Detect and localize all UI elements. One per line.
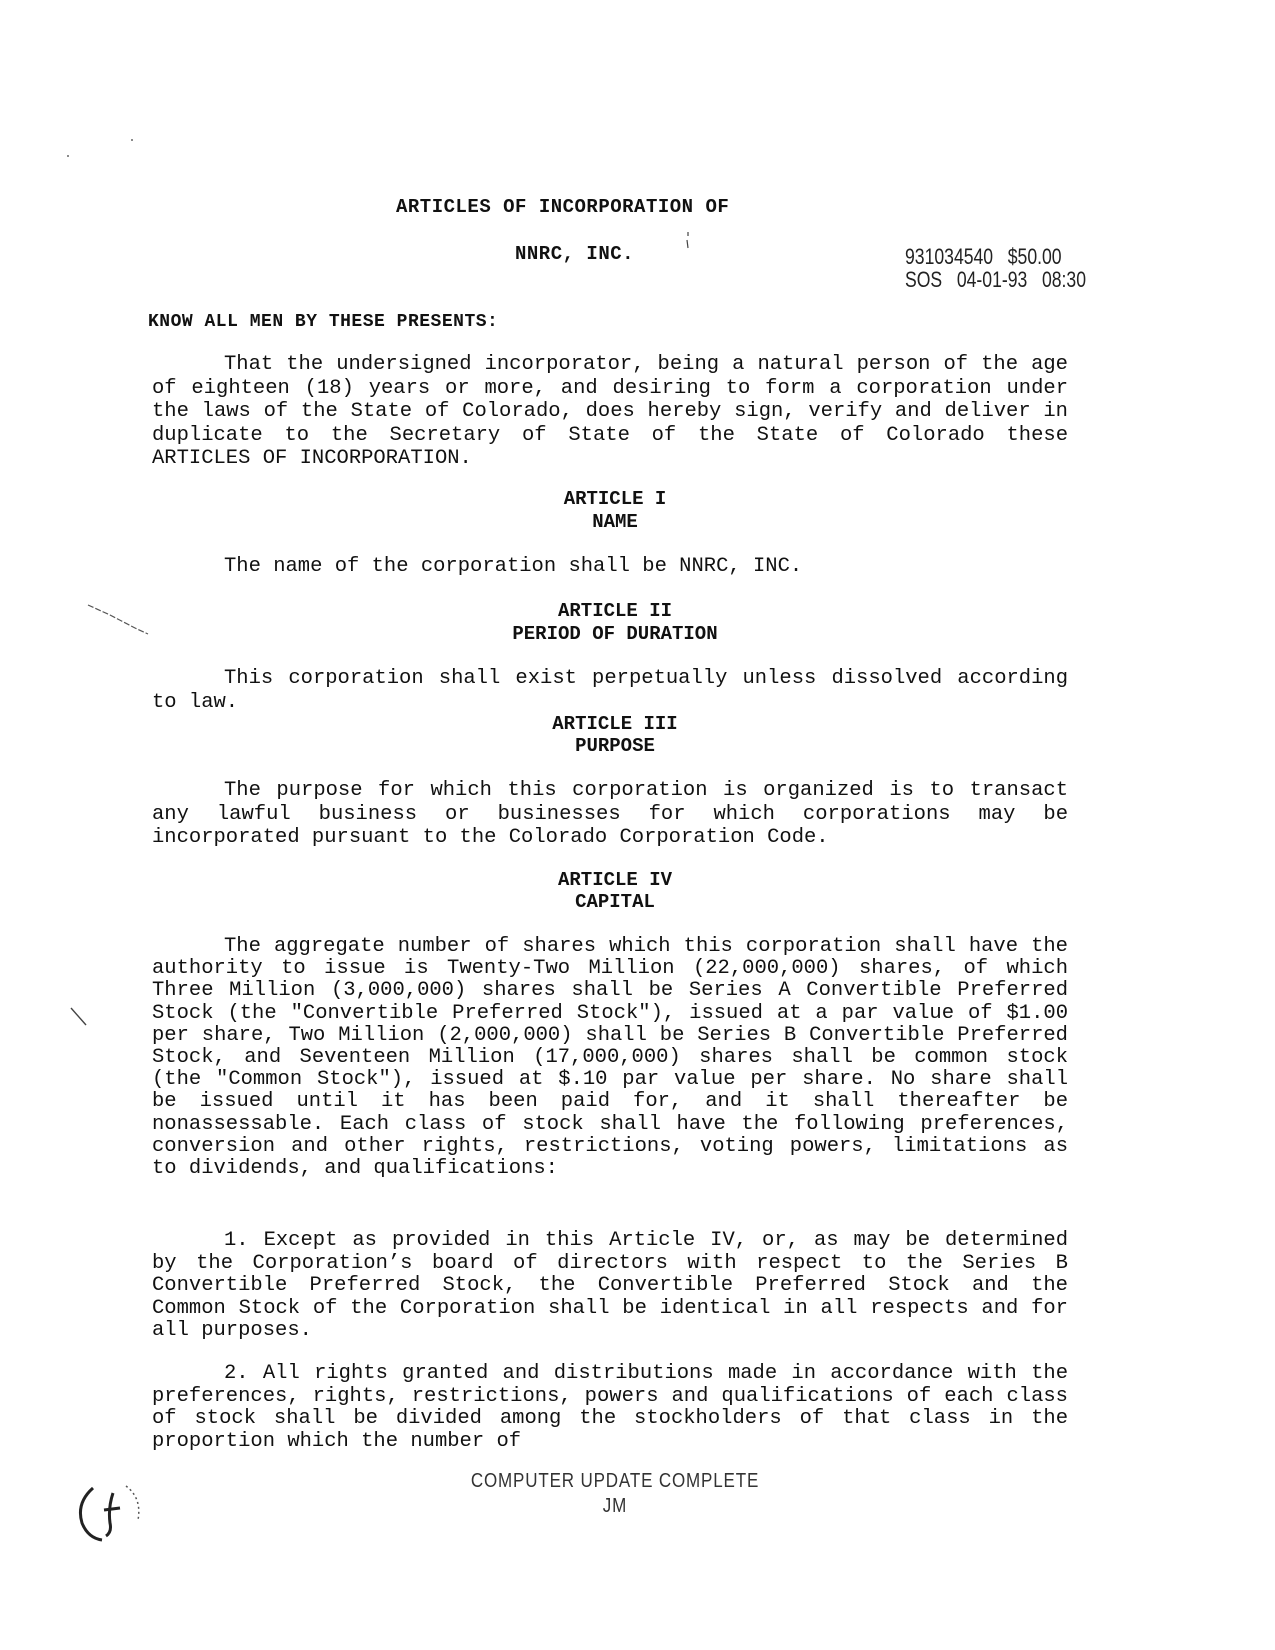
scan-artifact-line (85, 600, 155, 640)
article-3-text: The purpose for which this corporation is organized is to transact any lawful business or businesses for which corporations may be incorporated pursuant to the Colorado Corporation Code. (152, 779, 1068, 849)
document-title: ARTICLES OF INCORPORATION OF (396, 196, 730, 218)
seal-stamp-icon (68, 1468, 158, 1548)
article-1-text: The name of the corporation shall be NNRC, INC. (224, 555, 803, 578)
article-4-clause-1: 1. Except as provided in this Article IV, or, as may be determined by the Corporation’s board of directors with respect to the Series B Convertible Preferred Stock, the Convertible Preferred Stock and the Common Stock of the Corporation shall be identical in all respects and for all purposes. (152, 1229, 1068, 1342)
scan-artifact-tick (68, 1005, 93, 1030)
article-4-heading: CAPITAL (575, 891, 655, 913)
intro-paragraph: That the undersigned incorporator, being a natural person of the age of eighteen (18) years or more, and desiring to form a corporation under the laws of the State of Colorado, does hereby sign, verify and deliver in duplicate to the Secretary of State of the State of Colorado these ARTICLES OF INCORPORATION. (152, 353, 1068, 470)
article-4-clause-2: 2. All rights granted and distributions made in accordance with the preferences, rights, restrictions, powers and qualifications of each class of stock shall be divided among the stockholders of that class in the proportion which the number of (152, 1362, 1068, 1453)
filing-stamp-line1: 931034540 $50.00 (905, 244, 1062, 269)
article-3-number: ARTICLE III (552, 713, 678, 735)
article-2-number: ARTICLE II (557, 600, 673, 622)
article-1-number: ARTICLE I (563, 488, 667, 510)
filing-stamp (905, 245, 1086, 291)
article-4-text: The aggregate number of shares which this corporation shall have the authority to issue is Twenty-Two Million (22,000,000) shares, of which Three Million (3,000,000) shares shall be Series A Convertible Preferred Stock (the "Convertible Preferred Stock"), issued at a par value of $1.00 per share, Two Million (2,000,000) shall be Series B Convertible Preferred Stock, and Seventeen Million (17,000,000) shares shall be common stock (the "Common Stock"), issued at $.10 par value per share. No share shall be issued until it has been paid for, and it shall thereafter be nonassessable. Each class of stock shall have the following preferences, conversion and other rights, restrictions, voting powers, limitations as to dividends, and qualifications: (152, 935, 1068, 1181)
article-2-text: This corporation shall exist perpetually unless dissolved according to law. (152, 667, 1068, 714)
filing-stamp-line2: SOS 04-01-93 08:30 (905, 267, 1087, 292)
computer-update-stamp: COMPUTER UPDATE COMPLETE (470, 1470, 760, 1492)
company-name-title: NNRC, INC. (515, 243, 635, 265)
scan-artifact-dots (60, 130, 150, 170)
scan-artifact-mark (683, 230, 693, 252)
article-4-number: ARTICLE IV (557, 869, 673, 891)
initials-stamp: JM (602, 1495, 628, 1517)
article-1-heading: NAME (592, 511, 638, 533)
article-3-heading: PURPOSE (575, 735, 655, 757)
article-2-heading: PERIOD OF DURATION (512, 623, 718, 645)
salutation: KNOW ALL MEN BY THESE PRESENTS: (148, 312, 499, 332)
